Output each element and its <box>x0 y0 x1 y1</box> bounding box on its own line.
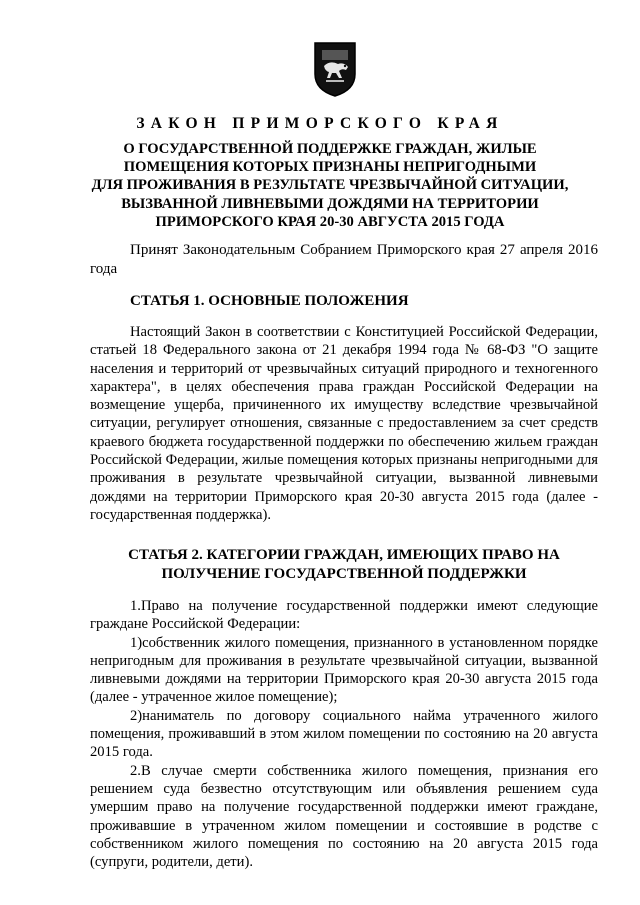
coat-of-arms-icon <box>312 40 358 98</box>
subtitle-line: ПРИМОРСКОГО КРАЯ 20-30 АВГУСТА 2015 ГОДА <box>155 213 505 230</box>
article-2-heading <box>90 546 598 583</box>
subtitle-line: ПОМЕЩЕНИЯ КОТОРЫХ ПРИЗНАНЫ НЕПРИГОДНЫМИ <box>123 159 537 176</box>
article-1-body <box>90 323 598 524</box>
subtitle-line: ВЫЗВАННОЙ ЛИВНЕВЫМИ ДОЖДЯМИ НА ТЕРРИТОРИИ <box>121 195 539 212</box>
article-2-body <box>90 597 598 871</box>
subtitle-line: ДЛЯ ПРОЖИВАНИЯ В РЕЗУЛЬТАТЕ ЧРЕЗВЫЧАЙНОЙ СИТУАЦИИ, <box>91 177 569 194</box>
article-2-paragraph: 2)наниматель по договору социального найма утраченного жилого помещения, проживавший в этом жилом помещении по состоянию на 20 августа 2015 года. <box>90 707 598 761</box>
subtitle-line: О ГОСУДАРСТВЕННОЙ ПОДДЕРЖКЕ ГРАЖДАН, ЖИЛЫЕ <box>123 141 537 157</box>
article-1-heading: СТАТЬЯ 1. ОСНОВНЫЕ ПОЛОЖЕНИЯ <box>130 293 409 309</box>
article-2-heading-line: СТАТЬЯ 2. КАТЕГОРИИ ГРАЖДАН, ИМЕЮЩИХ ПРАВО НА <box>128 547 560 563</box>
article-2-paragraph: 1.Право на получение государственной поддержки имеют следующие граждане Российской Федерации: <box>90 598 598 633</box>
article-2-paragraph: 1)собственник жилого помещения, признанного в установленном порядке непригодным для проживания в результате чрезвычайной ситуации, вызванной ливневыми дождями на территории Приморского края 20-30 августа 2015 года (далее - утраченное жилое помещение); <box>90 634 598 706</box>
article-1-paragraph: Настоящий Закон в соответствии с Конституцией Российской Федерации, статьей 18 Федерального закона от 21 декабря 1994 года № 68-ФЗ "О защите населения и территорий от чрезвычайных ситуаций природного и техногенного характера", в целях обеспечения права граждан Российской Федерации на возмещение ущерба, причиненного их имуществу вследствие чрезвычайной ситуации, регулирует отношения, связанные с предоставлением за счет средств краевого бюджета государственной поддержки по обеспечению жильем граждан Российской Федерации, жилые помещения которых признаны непригодными для проживания в результате чрезвычайной ситуации, вызванной ливневыми дождями на территории Приморского края 20-30 августа 2015 года (далее - государственная поддержка). <box>90 324 598 523</box>
law-title: ЗАКОН ПРИМОРСКОГО КРАЯ <box>136 115 504 132</box>
law-subtitle <box>60 140 600 231</box>
article-2-paragraph: 2.В случае смерти собственника жилого помещения, признания его решением суда безвестно отсутствующим или объявления решением суда умершим право на получение государственной поддержки имеют граждане, проживавшие в утраченном жилом помещении и состоявшие в родстве с собственником жилого помещения по состоянию на 20 августа 2015 года (супруги, родители, дети). <box>90 762 598 871</box>
article-2-heading-line: ПОЛУЧЕНИЕ ГОСУДАРСТВЕННОЙ ПОДДЕРЖКИ <box>161 565 527 582</box>
adoption-note: Принят Законодательным Собранием Приморского края 27 апреля 2016 года <box>90 242 598 277</box>
